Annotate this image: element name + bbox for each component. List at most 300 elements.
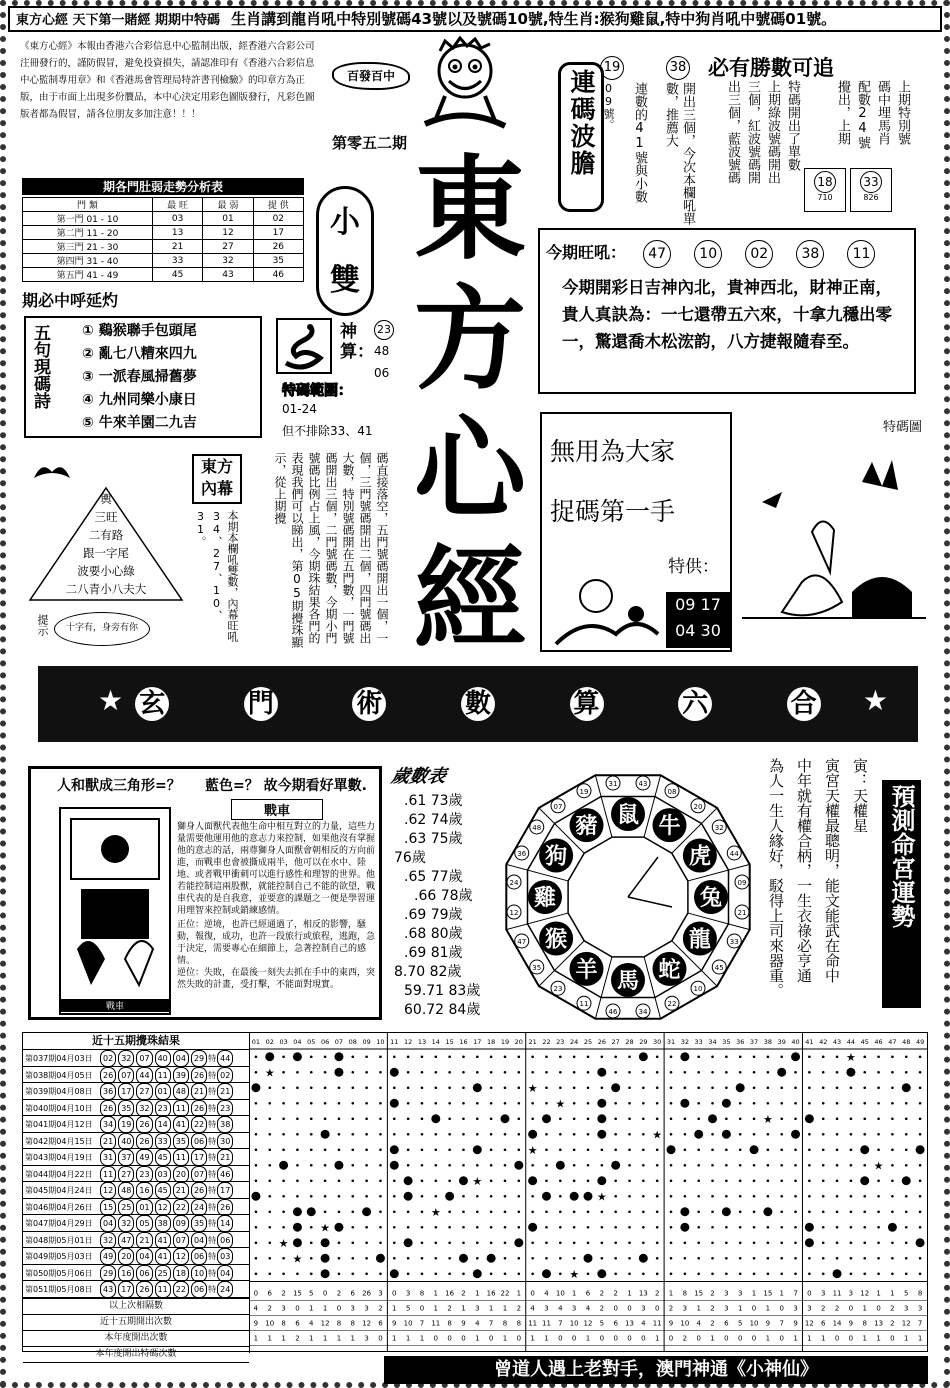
grid-empty-dot [351, 1195, 354, 1198]
grid-empty-dot [711, 1195, 714, 1198]
grid-stat-value: 7 [558, 1319, 563, 1328]
grid-empty-dot [697, 1086, 700, 1089]
grid-stat-value: 6 [378, 1319, 383, 1328]
ages-line-9: .69 81歲 [404, 945, 463, 961]
grid-empty-dot [891, 1164, 894, 1167]
grid-empty-dot [531, 1195, 534, 1198]
useless-line-1: 無用為大家 [550, 437, 676, 466]
grid-empty-dot [379, 1210, 382, 1213]
grid-empty-dot [642, 1210, 645, 1213]
grid-empty-dot [268, 1133, 271, 1136]
grid-stat-value: 0 [737, 1334, 743, 1343]
grid-stat-value: 1 [807, 1334, 812, 1343]
history-ball: 43 [100, 1281, 116, 1298]
grid-empty-dot [670, 1055, 673, 1058]
grid-stat-value: 0 [488, 1334, 494, 1343]
poem-line-2: ② 亂七八糟來四九 [82, 346, 197, 362]
grid-empty-dot [670, 1241, 673, 1244]
grid-hit-dot [251, 1192, 260, 1201]
grid-empty-dot [711, 1133, 714, 1136]
grid-empty-dot [504, 1055, 507, 1058]
grid-stat-value: 1 [350, 1334, 356, 1343]
grid-empty-dot [462, 1117, 465, 1120]
grid-empty-dot [739, 1195, 742, 1198]
must-win-line-8: 出三個，藍波號碼 [725, 80, 740, 184]
grid-column-number: 37 [749, 1038, 759, 1046]
grid-empty-dot [407, 1055, 410, 1058]
grid-empty-dot [504, 1086, 507, 1089]
grid-stat-value: 7 [793, 1289, 798, 1298]
grid-empty-dot [794, 1272, 797, 1275]
grid-empty-dot [490, 1210, 493, 1213]
grid-empty-dot [642, 1117, 645, 1120]
grid-column-number: 35 [722, 1038, 731, 1046]
grid-empty-dot [739, 1257, 742, 1260]
history-ball: 39 [173, 1067, 189, 1084]
wheel-number-label: 22 [667, 1000, 677, 1009]
wheel-number-label: 44 [729, 849, 739, 858]
grid-empty-dot [573, 1210, 576, 1213]
grid-empty-dot [324, 1179, 327, 1182]
grid-hit-dot [694, 1130, 703, 1139]
grid-empty-dot [462, 1055, 465, 1058]
grid-empty-dot [753, 1086, 756, 1089]
grid-hit-dot [334, 1052, 343, 1061]
grid-empty-dot [780, 1195, 783, 1198]
grid-empty-dot [518, 1257, 521, 1260]
star-icon: ★ [98, 684, 124, 717]
grid-empty-dot [490, 1179, 493, 1182]
grid-empty-dot [753, 1272, 756, 1275]
grid-empty-dot [684, 1257, 687, 1260]
grid-empty-dot [573, 1086, 576, 1089]
grid-empty-dot [794, 1164, 797, 1167]
grid-empty-dot [753, 1257, 756, 1260]
grid-empty-dot [587, 1086, 590, 1089]
consecutive-text-2: 開出三個，今次本欄吼單數，推薦大 [663, 82, 695, 225]
grid-stat-value: 0 [751, 1334, 757, 1343]
history-ball: 11 [100, 1166, 116, 1183]
grid-empty-dot [711, 1272, 714, 1275]
grid-empty-dot [365, 1179, 368, 1182]
history-footer-row: 以上次相隔數 [23, 1299, 249, 1315]
grid-column-number: 27 [611, 1038, 620, 1046]
grid-stat-value: 1 [475, 1334, 480, 1343]
grid-empty-dot [573, 1241, 576, 1244]
grid-empty-dot [434, 1164, 437, 1167]
wheel-number-label: 23 [553, 985, 563, 994]
grid-stat-value: 1 [862, 1334, 867, 1343]
grid-hit-dot [542, 1192, 551, 1201]
grid-hit-dot [528, 1223, 537, 1232]
grid-column-number: 39 [777, 1038, 786, 1046]
grid-hit-dot [639, 1052, 648, 1061]
grid-hit-dot [791, 1052, 800, 1061]
grid-empty-dot [919, 1102, 922, 1105]
grid-empty-dot [504, 1164, 507, 1167]
history-block [22, 1032, 928, 1359]
grid-empty-dot [628, 1071, 631, 1074]
grid-empty-dot [601, 1086, 604, 1089]
grid-empty-dot [753, 1195, 756, 1198]
grid-empty-dot [711, 1102, 714, 1105]
grid-column-number: 32 [680, 1038, 689, 1046]
zodiac-sign-label: 豬 [575, 814, 598, 840]
history-ball: 21 [100, 1133, 116, 1150]
grid-empty-dot [601, 1210, 604, 1213]
grid-empty-dot [476, 1210, 479, 1213]
grid-empty-dot [905, 1226, 908, 1229]
grid-empty-dot [850, 1195, 853, 1198]
grid-empty-dot [670, 1226, 673, 1229]
useless-num-2: 17 [700, 595, 721, 614]
grid-empty-dot [919, 1086, 922, 1089]
masthead-char-2: 方 [414, 274, 526, 405]
grid-empty-dot [434, 1195, 437, 1198]
grid-empty-dot [268, 1117, 271, 1120]
grid-empty-dot [614, 1272, 617, 1275]
banner-char-1: 玄 [135, 687, 169, 721]
lucky-ball-5: 11 [847, 240, 875, 268]
grid-empty-dot [850, 1272, 853, 1275]
grid-empty-dot [739, 1164, 742, 1167]
grid-hit-dot [293, 1238, 302, 1247]
grid-stat-value: 2 [710, 1319, 715, 1328]
grid-empty-dot [407, 1257, 410, 1260]
grid-stat-value: 1 [765, 1304, 771, 1313]
grid-empty-dot [905, 1102, 908, 1105]
grid-empty-dot [407, 1210, 410, 1213]
tarot-card-caption: 戰車 [61, 999, 169, 1012]
grid-stat-value: 0 [558, 1334, 563, 1343]
grid-empty-dot [351, 1257, 354, 1260]
grid-hit-dot [459, 1176, 468, 1185]
grid-empty-dot [462, 1086, 465, 1089]
grid-stat-value: 26 [362, 1289, 372, 1298]
grid-empty-dot [684, 1179, 687, 1182]
grid-column-number: 23 [556, 1038, 565, 1046]
history-ball: 01 [155, 1083, 171, 1100]
history-special-ball: 21 [217, 1083, 233, 1100]
grid-stat-value: 14 [832, 1319, 842, 1328]
grid-stat-value: 4 [696, 1319, 701, 1328]
grid-stat-value: 1 [516, 1289, 522, 1298]
useless-num-1: 09 [675, 595, 696, 614]
grid-empty-dot [324, 1148, 327, 1151]
grid-empty-dot [684, 1272, 687, 1275]
grid-empty-dot [407, 1164, 410, 1167]
history-ball: 17 [118, 1281, 134, 1298]
grid-empty-dot [296, 1117, 299, 1120]
special-marker: 特 [208, 1054, 217, 1063]
history-rows [23, 1050, 249, 1298]
ages-line-5: .65 77歲 [404, 869, 463, 885]
grid-empty-dot [601, 1257, 604, 1260]
grid-empty-dot [656, 1195, 659, 1198]
history-ball: 41 [155, 1248, 171, 1265]
history-ball: 35 [118, 1100, 134, 1117]
grid-empty-dot [836, 1133, 839, 1136]
grid-empty-dot [739, 1210, 742, 1213]
grid-special-star: ★ [569, 1267, 580, 1281]
table-row [23, 1149, 249, 1166]
grid-special-star: ★ [264, 1066, 275, 1080]
grid-stat-value: 1 [751, 1289, 757, 1298]
grid-empty-dot [255, 1071, 258, 1074]
grid-empty-dot [725, 1241, 728, 1244]
grid-column-number: 08 [348, 1038, 357, 1046]
wheel-number-label: 32 [714, 823, 724, 832]
trend-cell: 第一門 01 - 10 [23, 212, 153, 226]
grid-empty-dot [628, 1117, 631, 1120]
grid-empty-dot [794, 1117, 797, 1120]
banner-char-6: 六 [678, 687, 712, 721]
grid-empty-dot [808, 1148, 811, 1151]
grid-empty-dot [822, 1102, 825, 1105]
grid-empty-dot [780, 1102, 783, 1105]
history-ball: 34 [100, 1116, 116, 1133]
grid-empty-dot [628, 1102, 631, 1105]
history-ball: 25 [155, 1265, 171, 1282]
grid-hit-dot [334, 1223, 343, 1232]
history-period: 第047期04月29日 [25, 1219, 93, 1228]
grid-empty-dot [324, 1210, 327, 1213]
poem-line-5: ⑤ 牛來羊園二九吉 [82, 415, 197, 431]
wheel-number-label: 08 [667, 787, 677, 796]
history-special-ball: 06 [217, 1232, 233, 1249]
wheel-number-label: 36 [517, 849, 527, 858]
grid-empty-dot [863, 1117, 866, 1120]
grid-empty-dot [836, 1226, 839, 1229]
grid-stat-value: 0 [613, 1334, 618, 1343]
history-ball: 22 [191, 1116, 207, 1133]
grid-stat-value: 3 [904, 1304, 909, 1313]
grid-empty-dot [808, 1071, 811, 1074]
history-ball: 27 [118, 1166, 134, 1183]
grid-empty-dot [697, 1179, 700, 1182]
grid-empty-dot [739, 1226, 742, 1229]
grid-empty-dot [545, 1210, 548, 1213]
grid-empty-dot [448, 1102, 451, 1105]
table-row [23, 1265, 249, 1282]
history-ball: 26 [136, 1281, 152, 1298]
banner-char-4: 數 [461, 687, 495, 721]
grid-empty-dot [421, 1102, 424, 1105]
history-ball: 11 [173, 1149, 189, 1166]
history-ball: 21 [173, 1182, 189, 1199]
grid-stat-value: 6 [267, 1289, 272, 1298]
grid-empty-dot [518, 1133, 521, 1136]
grid-empty-dot [891, 1195, 894, 1198]
grid-empty-dot [822, 1195, 825, 1198]
grid-hit-dot [680, 1052, 689, 1061]
history-ball: 35 [173, 1133, 189, 1150]
grid-hit-dot [390, 1145, 399, 1154]
history-left-panel [23, 1033, 250, 1359]
grid-empty-dot [268, 1164, 271, 1167]
grid-empty-dot [255, 1148, 258, 1151]
grid-empty-dot [587, 1117, 590, 1120]
grid-stat-value: 2 [668, 1304, 674, 1313]
grid-empty-dot [684, 1241, 687, 1244]
grid-hit-dot [860, 1145, 869, 1154]
grid-empty-dot [905, 1055, 908, 1058]
grid-empty-dot [822, 1055, 825, 1058]
grid-empty-dot [697, 1257, 700, 1260]
grid-empty-dot [545, 1086, 548, 1089]
grid-empty-dot [393, 1210, 396, 1213]
history-special-ball: 30 [217, 1133, 233, 1150]
grid-empty-dot [338, 1257, 341, 1260]
grid-column-number: 47 [888, 1038, 897, 1046]
grid-empty-dot [794, 1102, 797, 1105]
lucky-ball-1: 47 [643, 240, 671, 268]
grid-empty-dot [753, 1055, 756, 1058]
grid-empty-dot [462, 1226, 465, 1229]
grid-empty-dot [877, 1195, 880, 1198]
grid-empty-dot [490, 1117, 493, 1120]
grid-empty-dot [338, 1210, 341, 1213]
grid-column-number: 45 [860, 1038, 869, 1046]
grid-empty-dot [739, 1148, 742, 1151]
grid-stat-value: 0 [751, 1304, 757, 1313]
grid-empty-dot [808, 1257, 811, 1260]
grid-hit-dot [750, 1145, 759, 1154]
grid-empty-dot [850, 1210, 853, 1213]
history-ball: 11 [155, 1281, 171, 1298]
grid-hit-dot [404, 1192, 413, 1201]
history-ball: 47 [118, 1232, 134, 1249]
grid-stat-value: 0 [295, 1304, 300, 1313]
tarot-card [59, 807, 171, 1015]
must-win-code-b: 826 [863, 193, 879, 202]
grid-hit-dot [293, 1052, 302, 1061]
grid-empty-dot [863, 1257, 866, 1260]
grid-hit-dot [334, 1161, 343, 1170]
grid-empty-dot [559, 1086, 562, 1089]
grid-empty-dot [808, 1164, 811, 1167]
grid-column-number: 48 [902, 1038, 911, 1046]
grid-stat-value: 1 [710, 1334, 715, 1343]
history-special-ball: 03 [217, 1248, 233, 1265]
inner-tags [192, 454, 242, 504]
grid-stat-value: 0 [779, 1334, 784, 1343]
grid-empty-dot [504, 1210, 507, 1213]
grid-empty-dot [282, 1257, 285, 1260]
grid-column-number: 33 [694, 1038, 703, 1046]
history-grid [249, 1033, 927, 1351]
grid-empty-dot [780, 1257, 783, 1260]
grid-empty-dot [877, 1241, 880, 1244]
grid-empty-dot [282, 1086, 285, 1089]
grid-hit-dot [514, 1238, 523, 1247]
grid-empty-dot [656, 1148, 659, 1151]
history-ball: 26 [136, 1116, 152, 1133]
badge-baifa: 百發百中 [332, 62, 410, 90]
grid-column-number: 28 [625, 1038, 634, 1046]
grid-empty-dot [255, 1117, 258, 1120]
grid-empty-dot [850, 1241, 853, 1244]
grid-empty-dot [421, 1133, 424, 1136]
grid-empty-dot [628, 1210, 631, 1213]
wheel-number-label: 10 [693, 985, 703, 994]
grid-stat-value: 3 [364, 1304, 369, 1313]
grid-stat-value: 5 [737, 1319, 743, 1328]
must-win-line-5: 特碼開出了單數 [785, 80, 800, 171]
grid-empty-dot [531, 1117, 534, 1120]
masthead [400, 144, 540, 665]
table-row [23, 1215, 249, 1232]
grid-empty-dot [601, 1241, 604, 1244]
history-ball: 11 [173, 1100, 189, 1117]
grid-empty-dot [711, 1055, 714, 1058]
grid-empty-dot [559, 1272, 562, 1275]
history-ball: 06 [136, 1265, 152, 1282]
grid-empty-dot [877, 1071, 880, 1074]
grid-empty-dot [268, 1148, 271, 1151]
grid-empty-dot [351, 1055, 354, 1058]
grid-empty-dot [518, 1071, 521, 1074]
history-ball: 02 [100, 1050, 116, 1067]
grid-empty-dot [891, 1117, 894, 1120]
grid-empty-dot [905, 1195, 908, 1198]
grid-empty-dot [434, 1055, 437, 1058]
special-pic-label: 特碼圖 [882, 420, 922, 435]
grid-empty-dot [601, 1148, 604, 1151]
grid-empty-dot [628, 1148, 631, 1151]
grid-empty-dot [877, 1055, 880, 1058]
grid-empty-dot [573, 1071, 576, 1074]
history-ball: 35 [191, 1215, 207, 1232]
grid-empty-dot [338, 1117, 341, 1120]
grid-empty-dot [434, 1257, 437, 1260]
trend-cell: 35 [253, 254, 303, 268]
grid-empty-dot [891, 1148, 894, 1151]
grid-empty-dot [877, 1133, 880, 1136]
grid-column-number: 24 [570, 1038, 579, 1046]
grid-column-number: 04 [293, 1038, 302, 1046]
grid-stat-value: 0 [724, 1334, 729, 1343]
grid-hit-dot [556, 1161, 565, 1170]
grid-empty-dot [351, 1179, 354, 1182]
grid-stat-value: 4 [475, 1319, 480, 1328]
grid-empty-dot [711, 1257, 714, 1260]
grid-stat-value: 1 [793, 1334, 798, 1343]
grid-empty-dot [836, 1055, 839, 1058]
grid-empty-dot [656, 1086, 659, 1089]
grid-empty-dot [573, 1164, 576, 1167]
ages-line-6: .66 78歲 [414, 888, 473, 904]
lucky-block [538, 228, 916, 394]
grid-stat-value: 1 [502, 1334, 508, 1343]
grid-empty-dot [919, 1210, 922, 1213]
bird-icon [32, 458, 72, 488]
grid-empty-dot [919, 1226, 922, 1229]
grid-empty-dot [753, 1210, 756, 1213]
grid-empty-dot [684, 1148, 687, 1151]
history-ball: 06 [191, 1248, 207, 1265]
masthead-char-3: 心 [414, 404, 526, 535]
grid-stat-value: 3 [682, 1304, 688, 1313]
grid-empty-dot [338, 1272, 341, 1275]
grid-hit-dot [500, 1114, 509, 1123]
grid-special-star: ★ [527, 1143, 538, 1157]
grid-empty-dot [739, 1071, 742, 1074]
history-period: 第046期04月26日 [25, 1202, 93, 1212]
grid-empty-dot [767, 1148, 770, 1151]
zodiac-sign-label: 猴 [545, 927, 568, 953]
grid-empty-dot [587, 1102, 590, 1105]
